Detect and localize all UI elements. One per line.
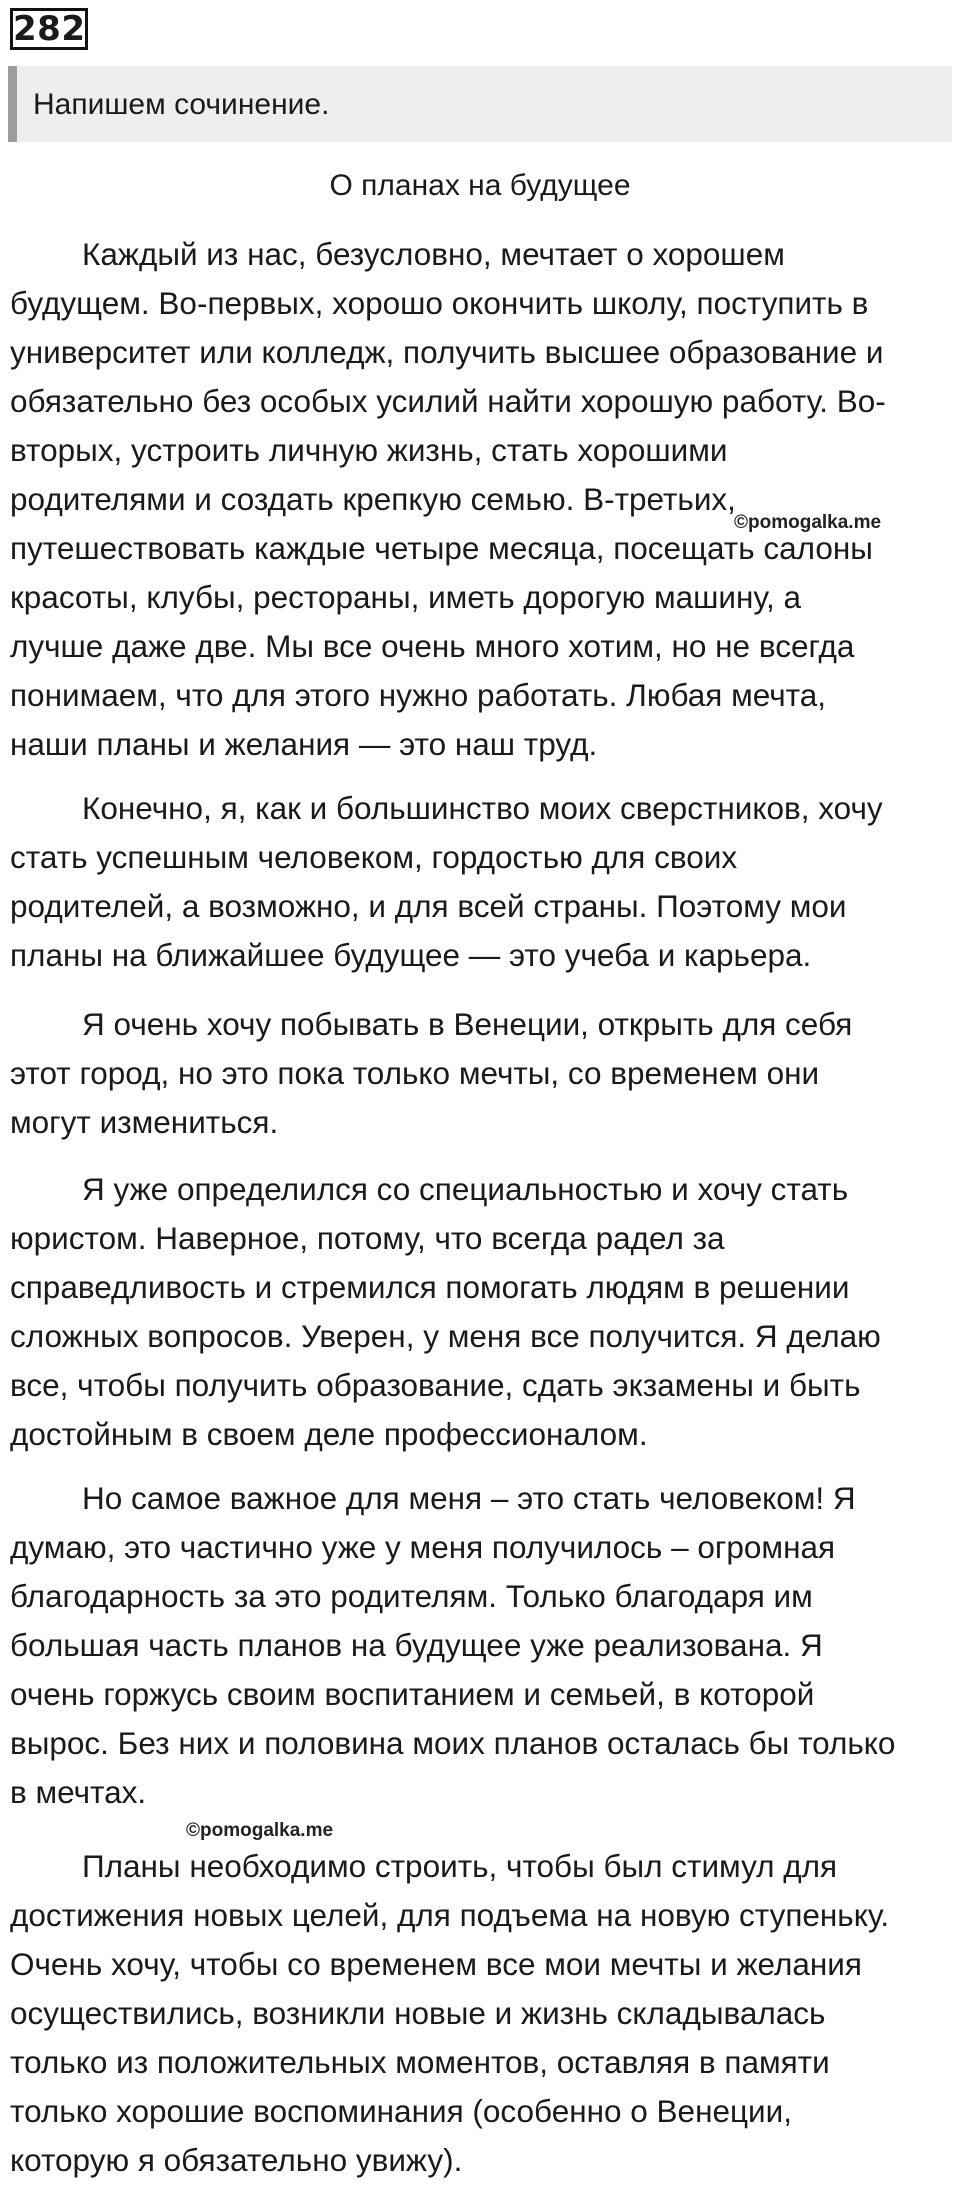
paragraph-line: очень горжусь своим воспитанием и семьей, в которой xyxy=(10,1676,815,1712)
paragraph-line: благодарность за это родителям. Только благодаря им xyxy=(10,1578,813,1614)
paragraph-line: родителями и создать крепкую семью. В-третьих, xyxy=(10,481,736,517)
paragraph-line: родителей, а возможно, и для всей страны. Поэтому мои xyxy=(10,888,847,924)
paragraph-line: думаю, это частично уже у меня получилось – огромная xyxy=(10,1529,836,1565)
paragraph-line: достойным в своем деле профессионалом. xyxy=(10,1416,648,1452)
paragraph-line: юристом. Наверное, потому, что всегда радел за xyxy=(10,1220,725,1256)
paragraph-line: вырос. Без них и половина моих планов осталась бы только xyxy=(10,1725,896,1761)
paragraph-line: достижения новых целей, для подъема на новую ступеньку. xyxy=(10,1897,890,1933)
paragraph-line: красоты, клубы, рестораны, иметь дорогую машину, а xyxy=(10,579,802,615)
paragraph-line: Я очень хочу побывать в Венеции, открыть для себя xyxy=(82,1006,853,1042)
paragraph-line: наши планы и желания — это наш труд. xyxy=(10,726,598,762)
watermark: ©pomogalka.me xyxy=(186,1820,334,1841)
paragraph-line: Я уже определился со специальностью и хочу стать xyxy=(82,1171,849,1207)
task-instruction-bar xyxy=(8,66,952,142)
paragraph-line: только хорошие воспоминания (особенно о Венеции, xyxy=(10,2093,792,2129)
paragraph-line: путешествовать каждые четыре месяца, посещать салоны xyxy=(10,530,873,566)
paragraph-line: осуществились, возникли новые и жизнь складывалась xyxy=(10,1995,826,2031)
task-number-badge: 282 xyxy=(10,8,88,50)
paragraph-line: стать успешным человеком, гордостью для своих xyxy=(10,839,738,875)
paragraph-line: будущем. Во-первых, хорошо окончить школу, поступить в xyxy=(10,285,869,321)
paragraph-line: Но самое важное для меня – это стать человеком! Я xyxy=(82,1480,856,1516)
task-instruction: Напишем сочинение. xyxy=(33,88,330,121)
paragraph-line: Каждый из нас, безусловно, мечтает о хорошем xyxy=(82,236,785,272)
paragraph-line: могут измениться. xyxy=(10,1104,279,1140)
paragraph-line: только из положительных моментов, оставляя в памяти xyxy=(10,2044,830,2080)
paragraph-line: лучше даже две. Мы все очень много хотим, но не всегда xyxy=(10,628,855,664)
paragraph-line: планы на ближайшее будущее — это учеба и карьера. xyxy=(10,937,812,973)
paragraph-line: Конечно, я, как и большинство моих сверстников, хочу xyxy=(82,790,883,826)
essay-title: О планах на будущее xyxy=(329,169,631,202)
paragraph-line: этот город, но это пока только мечты, со временем они xyxy=(10,1055,820,1091)
paragraph-line: все, чтобы получить образование, сдать экзамены и быть xyxy=(10,1367,861,1403)
watermark: ©pomogalka.me xyxy=(734,512,882,533)
paragraph-line: Очень хочу, чтобы со временем все мои мечты и желания xyxy=(10,1946,862,1982)
paragraph-line: вторых, устроить личную жизнь, стать хорошими xyxy=(10,432,728,468)
paragraph-line: понимаем, что для этого нужно работать. Любая мечта, xyxy=(10,677,827,713)
paragraph-line: обязательно без особых усилий найти хорошую работу. Во- xyxy=(10,383,886,419)
paragraph-line: которую я обязательно увижу). xyxy=(10,2142,463,2178)
paragraph-line: университет или колледж, получить высшее образование и xyxy=(10,334,884,370)
paragraph-line: в мечтах. xyxy=(10,1774,147,1810)
paragraph-line: Планы необходимо строить, чтобы был стимул для xyxy=(82,1848,838,1884)
paragraph-line: сложных вопросов. Уверен, у меня все получится. Я делаю xyxy=(10,1318,881,1354)
paragraph-line: справедливость и стремился помогать людям в решении xyxy=(10,1269,850,1305)
paragraph-line: большая часть планов на будущее уже реализована. Я xyxy=(10,1627,823,1663)
